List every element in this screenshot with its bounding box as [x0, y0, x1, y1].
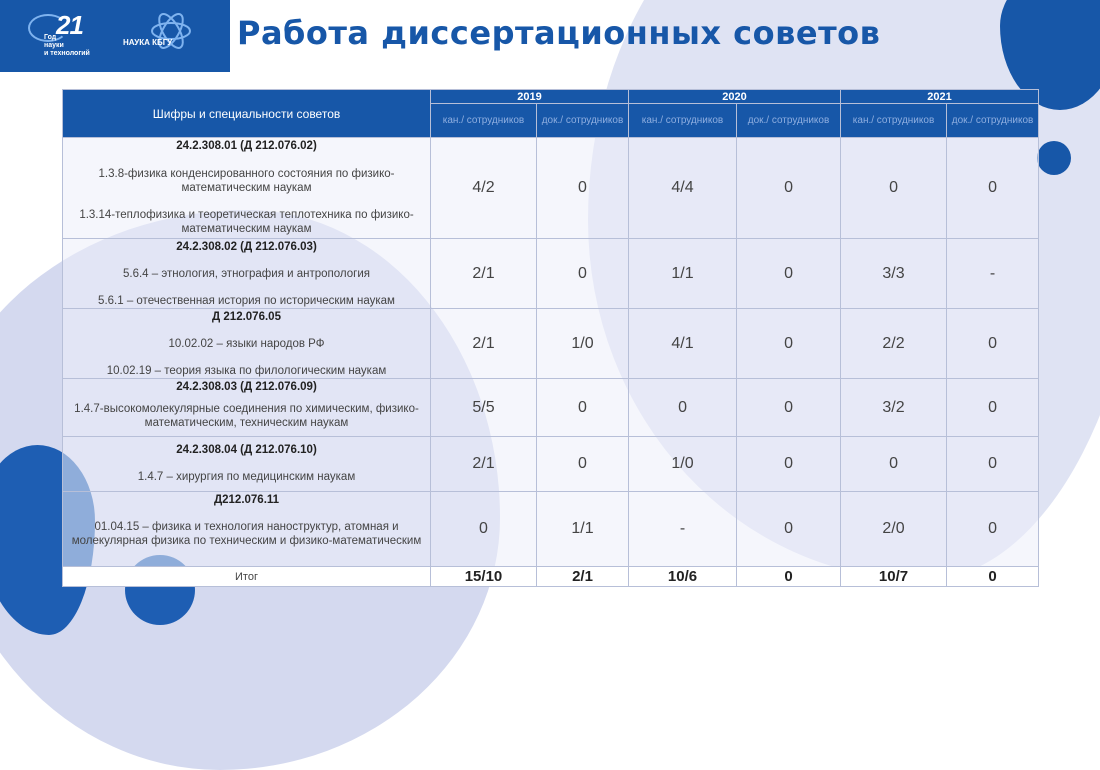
council-code: 24.2.308.03 (Д 212.076.09) — [176, 381, 317, 393]
sub-header: кан./ сотрудников — [431, 104, 537, 138]
total-value: 15/10 — [431, 567, 537, 587]
value-cell: 0 — [537, 379, 629, 437]
council-code: Д 212.076.05 — [212, 311, 281, 323]
table-row — [63, 492, 1039, 567]
value-cell: 0 — [947, 437, 1039, 492]
total-value: 10/7 — [841, 567, 947, 587]
total-value: 2/1 — [537, 567, 629, 587]
total-value: 0 — [947, 567, 1039, 587]
total-label: Итог — [63, 567, 431, 587]
year-logo-text: Год науки и технологий — [44, 34, 90, 57]
value-cell: 2/1 — [431, 437, 537, 492]
value-cell: 0 — [947, 309, 1039, 379]
specialty-line: 1.4.7 – хирургия по медицинским наукам — [137, 471, 356, 483]
year-logo-number: 21 — [56, 10, 83, 40]
specialty-line: 5.6.4 – этнология, этнография и антропология — [122, 268, 370, 280]
sub-header: кан./ сотрудников — [841, 104, 947, 138]
table-row — [63, 138, 1039, 239]
council-spec-cell — [63, 239, 431, 309]
value-cell: 0 — [629, 379, 737, 437]
specialty-line: 1.4.7-высокомолекулярные соединения по химическим, физико-математическим, техническим наукам — [74, 403, 419, 429]
value-cell: 0 — [737, 437, 841, 492]
value-cell: 4/1 — [629, 309, 737, 379]
value-cell: 4/4 — [629, 138, 737, 239]
value-cell: 4/2 — [431, 138, 537, 239]
value-cell: 2/2 — [841, 309, 947, 379]
specialty-line: 5.6.1 – отечественная история по историческим наукам — [98, 295, 395, 307]
sub-header: док./ сотрудников — [947, 104, 1039, 138]
table-row — [63, 379, 1039, 437]
table-row — [63, 309, 1039, 379]
council-spec-cell — [63, 138, 431, 239]
total-value: 10/6 — [629, 567, 737, 587]
council-spec-cell — [63, 309, 431, 379]
value-cell: 1/1 — [629, 239, 737, 309]
council-spec-cell — [63, 492, 431, 567]
specialty-line: 1.3.8-физика конденсированного состояния по физико-математическим наукам — [98, 168, 395, 194]
page-title: Работа диссертационных советов — [237, 14, 881, 52]
value-cell: 3/3 — [841, 239, 947, 309]
council-spec-cell — [63, 437, 431, 492]
decorative-dot — [1037, 141, 1071, 175]
value-cell: 5/5 — [431, 379, 537, 437]
specialty-line: 10.02.02 – языки народов РФ — [168, 338, 325, 350]
nauka-logo-text: НАУКА КБГУ — [123, 38, 173, 47]
year-header-2021: 2021 — [841, 90, 1039, 104]
spec-column-header: Шифры и специальности советов — [63, 90, 431, 138]
council-code: 24.2.308.04 (Д 212.076.10) — [176, 444, 317, 456]
specialty-line: 1.3.14-теплофизика и теоретическая теплотехника по физико-математическим наукам — [79, 209, 414, 235]
value-cell: 0 — [947, 492, 1039, 567]
sub-header: док./ сотрудников — [737, 104, 841, 138]
value-cell: 0 — [737, 239, 841, 309]
year-header-2020: 2020 — [629, 90, 841, 104]
specialty-line: 01.04.15 – физика и технология наноструктур, атомная и молекулярная физика по техническим и физико-математическим — [71, 521, 422, 547]
council-spec-cell — [63, 379, 431, 437]
value-cell: 0 — [737, 138, 841, 239]
council-code: Д212.076.11 — [213, 494, 280, 506]
specialty-line: 10.02.19 – теория языка по филологическим наукам — [106, 365, 387, 377]
value-cell: 2/0 — [841, 492, 947, 567]
value-cell: 0 — [737, 309, 841, 379]
table-row — [63, 437, 1039, 492]
totals-row — [63, 567, 1039, 587]
council-code: 24.2.308.02 (Д 212.076.03) — [176, 241, 317, 253]
value-cell: 0 — [841, 138, 947, 239]
value-cell: 1/0 — [629, 437, 737, 492]
value-cell: 0 — [537, 437, 629, 492]
value-cell: 3/2 — [841, 379, 947, 437]
value-cell: 0 — [737, 492, 841, 567]
value-cell: 0 — [947, 379, 1039, 437]
value-cell: 0 — [737, 379, 841, 437]
value-cell: - — [629, 492, 737, 567]
value-cell: - — [947, 239, 1039, 309]
sub-header: кан./ сотрудников — [629, 104, 737, 138]
council-code: 24.2.308.01 (Д 212.076.02) — [176, 140, 317, 152]
value-cell: 1/1 — [537, 492, 629, 567]
value-cell: 2/1 — [431, 239, 537, 309]
logo-panel — [0, 0, 230, 72]
value-cell: 1/0 — [537, 309, 629, 379]
total-value: 0 — [737, 567, 841, 587]
dissertation-councils-table — [62, 89, 1039, 587]
value-cell: 2/1 — [431, 309, 537, 379]
value-cell: 0 — [537, 138, 629, 239]
table-row — [63, 239, 1039, 309]
value-cell: 0 — [537, 239, 629, 309]
sub-header: док./ сотрудников — [537, 104, 629, 138]
value-cell: 0 — [431, 492, 537, 567]
value-cell: 0 — [841, 437, 947, 492]
year-header-2019: 2019 — [431, 90, 629, 104]
value-cell: 0 — [947, 138, 1039, 239]
